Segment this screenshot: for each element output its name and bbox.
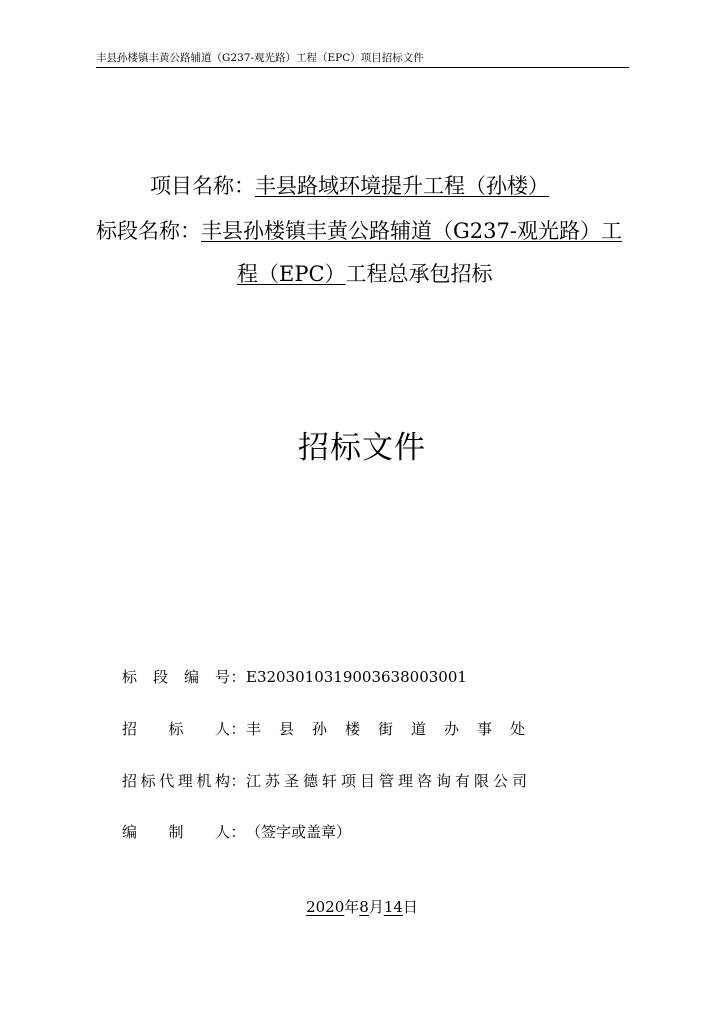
section-name-label: 标段名称： [96,219,201,243]
date-year-unit: 年 [344,898,360,916]
running-header: 丰县孙楼镇丰黄公路辅道（G237-观光路）工程（EPC）项目招标文件 [96,52,424,64]
header-divider [96,67,629,68]
issuer-value: 丰县孙楼街道办事处 [246,720,544,738]
issuer-label: 招标人 [122,720,230,738]
section-name-line-2 [237,260,493,288]
issuer-colon: ： [230,720,246,738]
info-row-editor [122,822,351,842]
section-code-colon: ： [230,668,246,686]
section-name-value-line1: 丰县孙楼镇丰黄公路辅道（G237-观光路）工 [201,219,622,243]
agency-colon: ： [230,772,246,790]
section-code-value: E3203010319003638003001 [246,668,467,686]
date-year: 2020 [306,898,345,916]
editor-label: 编制人 [122,823,230,841]
info-row-agency [122,771,531,791]
info-row-section-code [122,667,467,687]
date-day-unit: 日 [402,898,418,916]
project-name-label: 项目名称： [150,174,255,198]
editor-value: （签字或盖章） [246,823,352,841]
section-name-value-line2-underlined: 程（EPC） [237,262,346,286]
info-row-issuer [122,719,543,739]
section-name-line [96,217,622,245]
project-name-value: 丰县路域环境提升工程（孙楼） [255,174,549,198]
date-month: 8 [359,898,369,916]
date-day: 14 [383,898,403,916]
project-name-line [150,172,549,200]
editor-colon: ： [230,823,246,841]
section-name-value-line2-rest: 工程总承包招标 [345,262,493,286]
date-month-unit: 月 [368,898,384,916]
agency-value: 江苏圣德轩项目管理咨询有限公司 [246,772,532,790]
agency-label: 招标代理机构 [122,772,230,790]
section-code-label: 标段编号 [122,668,230,686]
document-title: 招标文件 [298,430,426,466]
document-date [0,897,724,917]
